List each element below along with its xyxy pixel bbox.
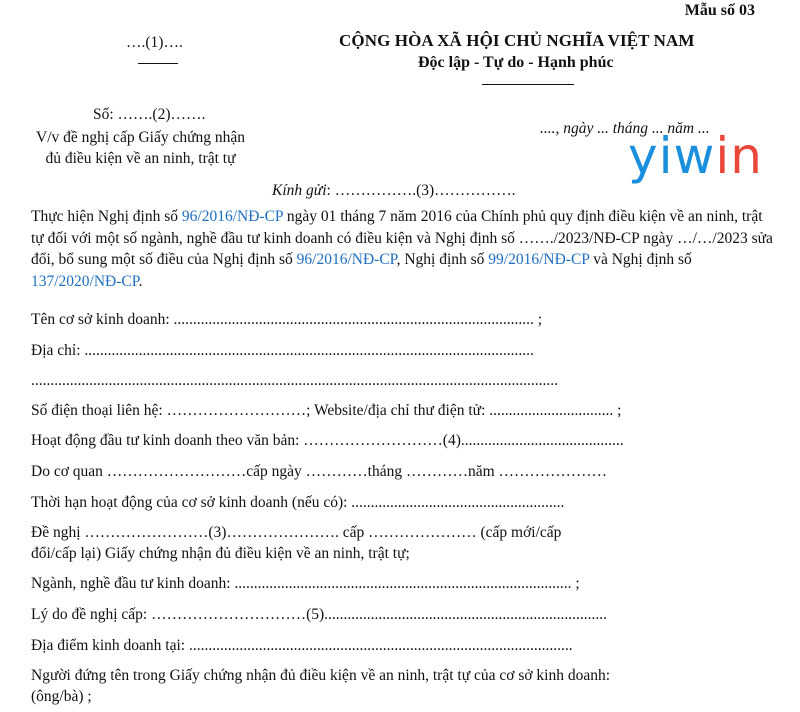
field-address: Địa chỉ: ....................................................................................................................: [31, 342, 534, 359]
recipient-line: [272, 182, 516, 200]
field-request-continued: đổi/cấp lại) Giấy chứng nhận đủ điều kiện về an ninh, trật tự;: [31, 545, 410, 562]
organization-underline: [138, 63, 178, 64]
decree-link-99[interactable]: 99/2016/NĐ-CP: [488, 251, 590, 268]
field-phone-website: Số điện thoại liên hệ: ………………………; Website/địa chỉ thư điện tử: ................................ ;: [31, 402, 622, 419]
field-business-lines: Ngành, nghề đầu tư kinh doanh: ....................................................................................... ;: [31, 575, 580, 592]
decree-link-96-2[interactable]: 96/2016/NĐ-CP: [296, 251, 397, 268]
field-address-continued: ........................................................................................................................................: [31, 372, 558, 389]
intro-text: và Nghị định số: [589, 251, 692, 268]
field-investment-document: Hoạt động đầu tư kinh doanh theo văn bản: ………………………(4)..........................................: [31, 432, 624, 449]
field-request-reason: Lý do đề nghị cấp: …………………………(5).........................................................................: [31, 606, 608, 623]
form-number: Mẫu số 03: [684, 2, 755, 19]
recipient-label: Kính gửi: [272, 182, 327, 199]
decree-link-96[interactable]: 96/2016/NĐ-CP: [181, 208, 283, 225]
field-certificate-holder-name: (ông/bà) ;: [31, 688, 92, 705]
subject-block: [36, 127, 245, 169]
field-issuing-agency: Do cơ quan ………………………cấp ngày …………tháng …………năm …………………: [31, 463, 608, 480]
field-operation-period: Thời hạn hoạt động của cơ sở kinh doanh (nếu có): .......................................................: [31, 494, 565, 511]
date-line: ...., ngày ... tháng ... năm ...: [540, 120, 710, 137]
intro-paragraph: [31, 206, 776, 292]
document-number: Số: …….(2)…….: [93, 106, 206, 123]
intro-text: ngày 01 tháng 7 năm 2016 của Chính phủ quy định điều kiện về an ninh, trật tự đối với một số ngành, nghề đầu tư kinh doanh có điều kiện và Nghị định số ……./2023/NĐ-CP ngày …/…/2023 sửa đổi, bổ sung một số điều của Nghị định số: [31, 208, 773, 268]
field-business-location: Địa điểm kinh doanh tại: ...................................................................................................: [31, 637, 573, 654]
national-title: CỘNG HÒA XÃ HỘI CHỦ NGHĨA VIỆT NAM: [339, 31, 695, 50]
national-motto: Độc lập - Tự do - Hạnh phúc: [418, 54, 614, 71]
watermark-logo: [628, 127, 763, 185]
subject-line-1: V/v đề nghị cấp Giấy chứng nhận: [36, 129, 245, 146]
intro-text: Thực hiện Nghị định số: [31, 208, 182, 225]
intro-text: .: [138, 272, 143, 290]
national-motto-underline: [482, 84, 574, 85]
watermark-red-part: in: [715, 127, 763, 185]
field-request: Đề nghị ……………………(3)…………………. cấp ………………… (cấp mới/cấp: [31, 524, 562, 541]
intro-text: , Nghị định số: [396, 251, 489, 268]
subject-line-2: đủ điều kiện về an ninh, trật tự: [45, 150, 236, 167]
decree-link-137[interactable]: 137/2020/NĐ-CP: [31, 272, 139, 290]
watermark-blue-part: yiw: [628, 127, 716, 185]
recipient-value: : …………….(3)…………….: [326, 182, 516, 199]
organization-placeholder: ….(1)….: [126, 34, 183, 51]
field-business-name: Tên cơ sở kinh doanh: ............................................................................................. ;: [31, 311, 543, 328]
field-certificate-holder: Người đứng tên trong Giấy chứng nhận đủ điều kiện về an ninh, trật tự của cơ sở kinh doanh:: [31, 667, 611, 684]
